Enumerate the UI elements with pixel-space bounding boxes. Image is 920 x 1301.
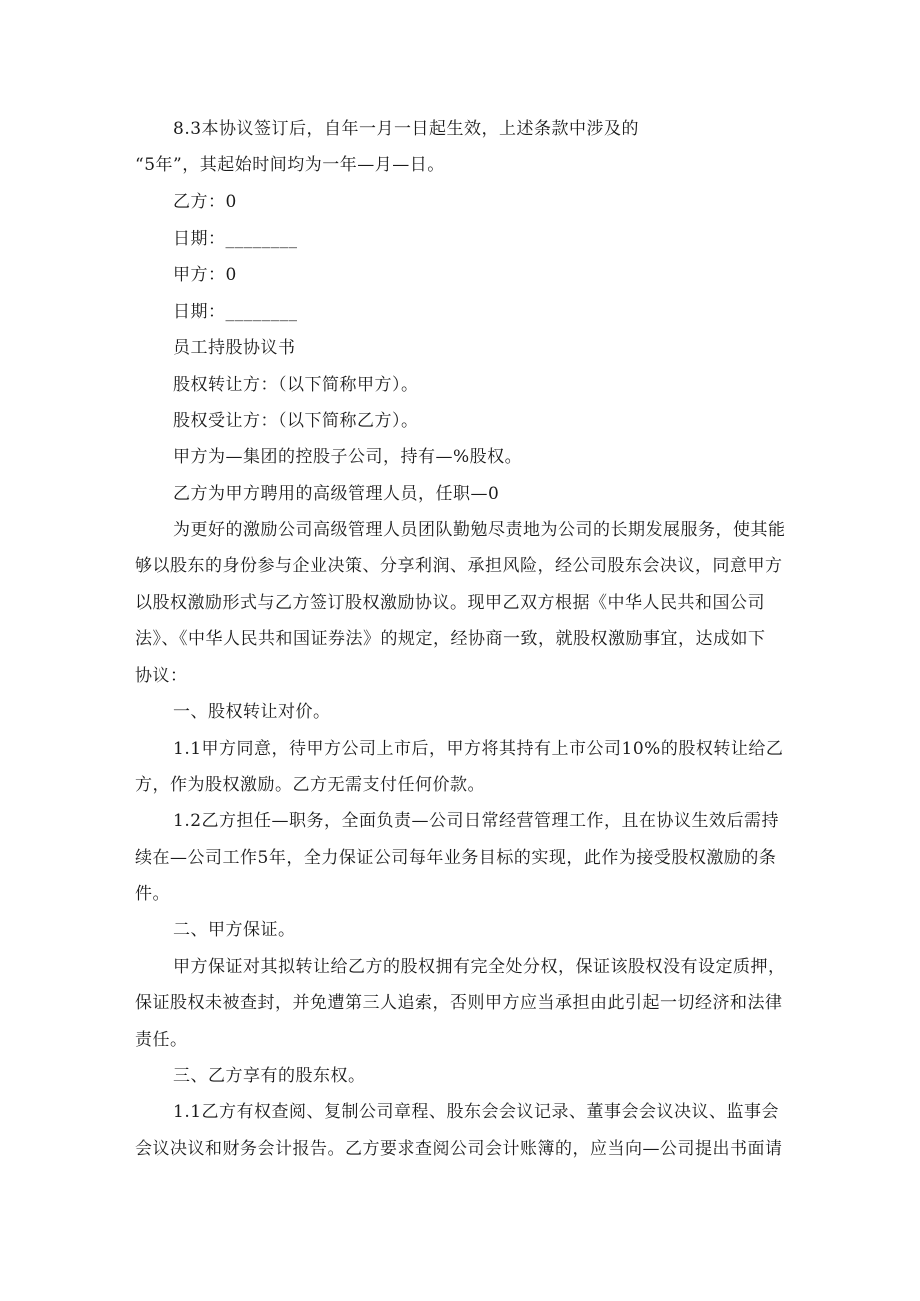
preamble-line-1: 为更好的激励公司高级管理人员团队勤勉尽责地为公司的长期发展服务，使其能 xyxy=(173,520,786,540)
clause-1-1-line-2: 方，作为股权激励。乙方无需支付任何价款。 xyxy=(135,775,485,795)
party-b-date: 日期：________ xyxy=(173,229,298,249)
clause-8-3-line-1: 8.3本协议签订后，自年一月一日起生效，上述条款中涉及的 xyxy=(173,119,640,139)
party-a-signature: 甲方：0 xyxy=(173,265,237,285)
preamble-line-3: 以股权激励形式与乙方签订股权激励协议。现甲乙双方根据《中华人民共和国公司 xyxy=(135,593,765,613)
preamble-line-2: 够以股东的身份参与企业决策、分享利润、承担风险，经公司股东会决议，同意甲方 xyxy=(135,556,783,576)
transferor-line: 股权转让方：（以下简称甲方）。 xyxy=(173,375,419,395)
guarantee-line-1: 甲方保证对其拟转让给乙方的股权拥有完全处分权，保证该股权没有设定质押， xyxy=(173,957,786,977)
clause-1-2-line-1: 1.2乙方担任—职务，全面负责—公司日常经营管理工作，且在协议生效后需持 xyxy=(173,811,780,831)
section-2-heading: 二、甲方保证。 xyxy=(173,920,296,940)
clause-3-1-line-2: 会议决议和财务会计报告。乙方要求查阅公司会计账簿的，应当向—公司提出书面请 xyxy=(135,1139,783,1159)
transferee-line: 股权受让方：（以下简称乙方）。 xyxy=(173,411,419,431)
document-title: 员工持股协议书 xyxy=(173,338,296,358)
clause-1-2-line-3: 件。 xyxy=(135,884,170,904)
clause-1-1-line-1: 1.1甲方同意，待甲方公司上市后，甲方将其持有上市公司10%的股权转让给乙 xyxy=(173,739,784,759)
section-1-heading: 一、股权转让对价。 xyxy=(173,702,331,722)
party-a-description: 甲方为—集团的控股子公司，持有—%股权。 xyxy=(173,447,523,467)
clause-8-3-line-2: “5年”，其起始时间均为一年—月—日。 xyxy=(135,155,445,175)
party-b-description: 乙方为甲方聘用的高级管理人员，任职—0 xyxy=(173,484,500,504)
clause-3-1-line-1: 1.1乙方有权查阅、复制公司章程、股东会会议记录、董事会会议决议、监事会 xyxy=(173,1102,780,1122)
section-3-heading: 三、乙方享有的股东权。 xyxy=(173,1066,366,1086)
preamble-line-5: 协议： xyxy=(135,666,188,686)
preamble-line-4: 法》、《中华人民共和国证券法》的规定，经协商一致，就股权激励事宜，达成如下 xyxy=(135,629,766,649)
party-a-date: 日期：________ xyxy=(173,302,298,322)
party-b-signature: 乙方：0 xyxy=(173,192,237,212)
guarantee-line-2: 保证股权未被查封，并免遭第三人追索，否则甲方应当承担由此引起一切经济和法律 xyxy=(135,993,783,1013)
clause-1-2-line-2: 续在—公司工作5年，全力保证公司每年业务目标的实现，此作为接受股权激励的条 xyxy=(135,848,777,868)
guarantee-line-3: 责任。 xyxy=(135,1030,188,1050)
